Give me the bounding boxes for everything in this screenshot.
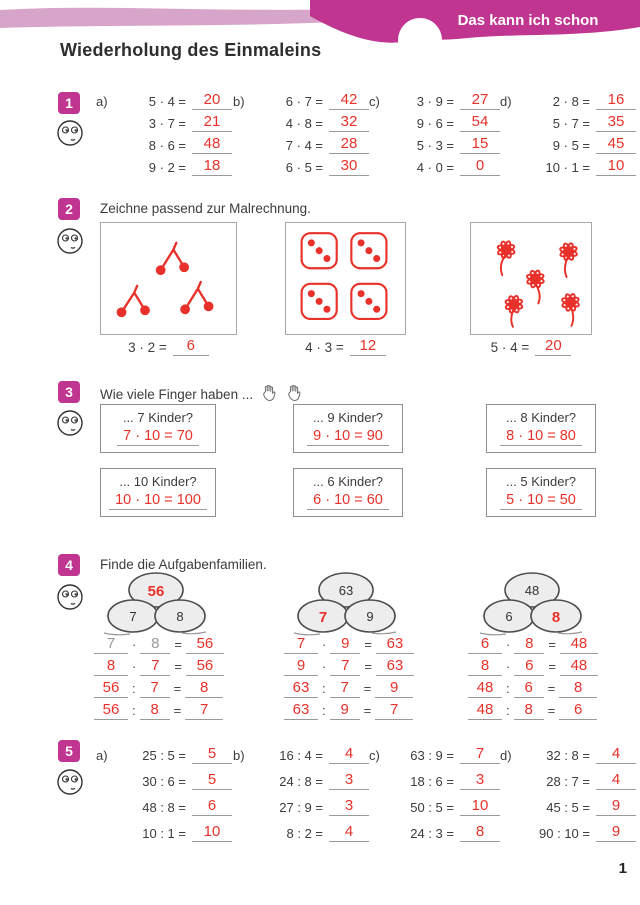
cherries-icon bbox=[101, 223, 235, 333]
smiley-face-icon bbox=[56, 583, 84, 611]
answer: 20 bbox=[192, 92, 232, 110]
stone-pile-icon bbox=[472, 570, 592, 636]
card-answer: 10 · 10 = 100 bbox=[109, 492, 207, 510]
family-equation bbox=[94, 632, 224, 654]
equation-row bbox=[96, 112, 233, 134]
equation-row bbox=[500, 156, 640, 178]
question: 18 : 6 = bbox=[410, 774, 454, 789]
exercise5-number-badge: 5 bbox=[58, 740, 80, 762]
question: 7 · 4 = bbox=[285, 138, 323, 153]
flowers-icon bbox=[471, 223, 590, 333]
smiley-face-icon bbox=[56, 227, 84, 255]
open-hand-icon bbox=[261, 384, 278, 402]
answer: 6 bbox=[192, 798, 232, 816]
stone-right-value: 8 bbox=[176, 609, 184, 624]
answer: 32 bbox=[329, 114, 369, 132]
equation-row bbox=[369, 156, 500, 178]
exercise3-instruction-text: Wie viele Finger haben ... bbox=[100, 387, 254, 402]
equation-row bbox=[96, 156, 233, 178]
column-label: c) bbox=[369, 94, 380, 109]
family-equation bbox=[284, 698, 414, 720]
stone-right-value: 8 bbox=[551, 609, 561, 626]
operator: : bbox=[132, 681, 136, 696]
card-question: ... 8 Kinder? bbox=[505, 410, 577, 425]
equals-sign: = bbox=[548, 659, 556, 674]
question: 63 : 9 = bbox=[410, 748, 454, 763]
exercise4-number-badge: 4 bbox=[58, 554, 80, 576]
smiley-face-icon bbox=[56, 409, 84, 437]
family-equation bbox=[468, 632, 598, 654]
operand: 9 bbox=[330, 636, 360, 654]
answer: 10 bbox=[596, 158, 636, 176]
card-question: ... 5 Kinder? bbox=[505, 474, 577, 489]
equation-row bbox=[369, 90, 500, 112]
task-family-2 bbox=[284, 632, 414, 720]
column-label: a) bbox=[96, 94, 108, 109]
equation-row bbox=[500, 740, 640, 766]
operand: 8 bbox=[468, 658, 502, 676]
question: 8 · 6 = bbox=[148, 138, 186, 153]
equation-row bbox=[369, 134, 500, 156]
result: 9 bbox=[375, 680, 413, 698]
answer: 5 bbox=[192, 746, 232, 764]
drawing-box-flowers bbox=[470, 222, 592, 335]
operand: 8 bbox=[514, 636, 544, 654]
equation-row bbox=[96, 792, 233, 818]
question: 5 · 4 = bbox=[148, 94, 186, 109]
family-equation bbox=[468, 654, 598, 676]
question: 27 : 9 = bbox=[279, 800, 323, 815]
equation-row bbox=[500, 766, 640, 792]
question: 90 : 10 = bbox=[539, 826, 590, 841]
question: 10 · 1 = bbox=[545, 160, 590, 175]
equation-row bbox=[500, 818, 640, 844]
operand: 48 bbox=[468, 702, 502, 720]
question: 5 · 3 = bbox=[416, 138, 454, 153]
operator: : bbox=[322, 681, 326, 696]
equation-row bbox=[500, 134, 640, 156]
operand: 7 bbox=[140, 680, 170, 698]
question: 9 · 2 = bbox=[148, 160, 186, 175]
operand: 6 bbox=[514, 658, 544, 676]
equation-row bbox=[500, 112, 640, 134]
answer: 54 bbox=[460, 114, 500, 132]
operand: 56 bbox=[94, 702, 128, 720]
caption-dice bbox=[285, 338, 406, 356]
equation-row bbox=[96, 134, 233, 156]
answer: 8 bbox=[460, 824, 500, 842]
answer: 30 bbox=[329, 158, 369, 176]
equals-sign: = bbox=[548, 637, 556, 652]
ex1-col-a bbox=[96, 90, 233, 178]
equation-row bbox=[369, 766, 500, 792]
card-answer: 5 · 10 = 50 bbox=[500, 492, 582, 510]
equation-row bbox=[233, 818, 369, 844]
task-family-3 bbox=[468, 632, 598, 720]
answer: 27 bbox=[460, 92, 500, 110]
family-equation bbox=[468, 676, 598, 698]
operand: 7 bbox=[140, 658, 170, 676]
stone-left-value: 7 bbox=[318, 609, 328, 626]
operand: 8 bbox=[94, 658, 128, 676]
result: 48 bbox=[560, 658, 598, 676]
answer: 4 bbox=[329, 824, 369, 842]
column-label: d) bbox=[500, 748, 512, 763]
ex5-col-d bbox=[500, 740, 640, 844]
equation-row bbox=[233, 766, 369, 792]
family-equation bbox=[284, 632, 414, 654]
family-equation bbox=[468, 698, 598, 720]
equals-sign: = bbox=[173, 703, 182, 718]
card-question: ... 10 Kinder? bbox=[119, 474, 197, 489]
ex1-col-c bbox=[369, 90, 500, 178]
operand: 6 bbox=[468, 636, 502, 654]
question: 10 : 1 = bbox=[142, 826, 186, 841]
answer: 42 bbox=[329, 92, 369, 110]
family-equation bbox=[94, 676, 224, 698]
operand: 8 bbox=[140, 636, 170, 654]
exercise1-number-badge: 1 bbox=[58, 92, 80, 114]
caption-question: 5 · 4 = bbox=[490, 339, 530, 355]
answer: 45 bbox=[596, 136, 636, 154]
equation-row bbox=[233, 156, 369, 178]
operand: 7 bbox=[330, 680, 360, 698]
card-answer: 7 · 10 = 70 bbox=[117, 428, 199, 446]
open-hand-icon bbox=[286, 384, 303, 402]
question: 16 : 4 = bbox=[279, 748, 323, 763]
family-equation bbox=[94, 654, 224, 676]
column-label: b) bbox=[233, 94, 245, 109]
equation-row bbox=[369, 818, 500, 844]
answer: 28 bbox=[329, 136, 369, 154]
equals-sign: = bbox=[364, 637, 372, 652]
dice-icon bbox=[286, 223, 404, 333]
stone-left-value: 7 bbox=[129, 609, 137, 624]
answer: 15 bbox=[460, 136, 500, 154]
stone-top-value: 48 bbox=[524, 583, 540, 598]
answer: 0 bbox=[460, 158, 500, 176]
question: 50 : 5 = bbox=[410, 800, 454, 815]
exercise1-equations bbox=[96, 90, 640, 178]
question: 45 : 5 = bbox=[546, 800, 590, 815]
drawing-box-cherries bbox=[100, 222, 237, 335]
caption-answer: 20 bbox=[535, 338, 571, 356]
finger-card bbox=[486, 404, 596, 453]
exercise5-equations bbox=[96, 740, 640, 844]
result: 63 bbox=[376, 636, 414, 654]
stone-top-value: 56 bbox=[147, 583, 165, 600]
operator: : bbox=[132, 703, 136, 718]
question: 25 : 5 = bbox=[142, 748, 186, 763]
operator: · bbox=[132, 659, 137, 674]
smiley-face-icon bbox=[56, 768, 84, 796]
answer: 3 bbox=[460, 772, 500, 790]
equation-row bbox=[233, 112, 369, 134]
answer: 35 bbox=[596, 114, 636, 132]
operand: 63 bbox=[284, 702, 318, 720]
family-equation bbox=[94, 698, 224, 720]
finger-card bbox=[486, 468, 596, 517]
question: 8 : 2 = bbox=[286, 826, 323, 841]
answer: 4 bbox=[596, 746, 636, 764]
card-answer: 8 · 10 = 80 bbox=[500, 428, 582, 446]
equation-row bbox=[96, 740, 233, 766]
answer: 18 bbox=[192, 158, 232, 176]
question: 3 · 9 = bbox=[416, 94, 454, 109]
caption-answer: 12 bbox=[350, 338, 386, 356]
column-label: a) bbox=[96, 748, 108, 763]
card-question: ... 9 Kinder? bbox=[312, 410, 384, 425]
column-label: c) bbox=[369, 748, 380, 763]
stone-left-value: 6 bbox=[505, 609, 513, 624]
answer: 21 bbox=[192, 114, 232, 132]
result: 8 bbox=[185, 680, 223, 698]
equation-row bbox=[96, 90, 233, 112]
question: 3 · 7 = bbox=[148, 116, 186, 131]
finger-card bbox=[100, 468, 216, 517]
equals-sign: = bbox=[364, 659, 372, 674]
answer: 16 bbox=[596, 92, 636, 110]
operator: · bbox=[132, 637, 137, 652]
result: 8 bbox=[559, 680, 597, 698]
operand: 48 bbox=[468, 680, 502, 698]
page-number: 1 bbox=[618, 860, 627, 877]
equals-sign: = bbox=[363, 703, 372, 718]
caption-question: 3 · 2 = bbox=[128, 339, 167, 355]
question: 24 : 8 = bbox=[279, 774, 323, 789]
equation-row bbox=[96, 766, 233, 792]
equation-row bbox=[96, 818, 233, 844]
operand: 7 bbox=[330, 658, 360, 676]
stone-pile-icon bbox=[96, 570, 216, 636]
operand: 8 bbox=[514, 702, 544, 720]
ex5-col-a bbox=[96, 740, 233, 844]
family-equation bbox=[284, 654, 414, 676]
equals-sign: = bbox=[173, 681, 182, 696]
card-answer: 9 · 10 = 90 bbox=[307, 428, 389, 446]
operand: 9 bbox=[330, 702, 360, 720]
answer: 3 bbox=[329, 798, 369, 816]
operand: 8 bbox=[140, 702, 170, 720]
result: 63 bbox=[376, 658, 414, 676]
operator: · bbox=[506, 637, 511, 652]
operator: · bbox=[322, 637, 327, 652]
card-question: ... 6 Kinder? bbox=[312, 474, 384, 489]
answer: 4 bbox=[329, 746, 369, 764]
answer: 48 bbox=[192, 136, 232, 154]
answer: 4 bbox=[596, 772, 636, 790]
operand: 7 bbox=[94, 636, 128, 654]
caption-question: 4 · 3 = bbox=[305, 339, 344, 355]
stone-pile-icon bbox=[286, 570, 406, 636]
ex5-col-b bbox=[233, 740, 369, 844]
operand: 6 bbox=[514, 680, 544, 698]
answer: 9 bbox=[596, 824, 636, 842]
question: 6 · 5 = bbox=[285, 160, 323, 175]
caption-flowers bbox=[470, 338, 592, 356]
operand: 9 bbox=[284, 658, 318, 676]
ex1-col-b bbox=[233, 90, 369, 178]
equation-row bbox=[369, 792, 500, 818]
question: 30 : 6 = bbox=[142, 774, 186, 789]
question: 9 · 6 = bbox=[416, 116, 454, 131]
task-family-1 bbox=[94, 632, 224, 720]
equation-row bbox=[233, 792, 369, 818]
exercise3-instruction bbox=[100, 384, 303, 402]
column-label: b) bbox=[233, 748, 245, 763]
page-title: Wiederholung des Einmaleins bbox=[60, 40, 322, 60]
equation-row bbox=[500, 792, 640, 818]
question: 9 · 5 = bbox=[552, 138, 590, 153]
finger-card bbox=[100, 404, 216, 453]
stone-top-value: 63 bbox=[338, 583, 354, 598]
equals-sign: = bbox=[174, 637, 182, 652]
equation-row bbox=[233, 740, 369, 766]
equals-sign: = bbox=[547, 703, 556, 718]
smiley-face-icon bbox=[56, 119, 84, 147]
equals-sign: = bbox=[547, 681, 556, 696]
finger-card bbox=[293, 468, 403, 517]
question: 28 : 7 = bbox=[546, 774, 590, 789]
operand: 63 bbox=[284, 680, 318, 698]
equation-row bbox=[233, 90, 369, 112]
operand: 7 bbox=[284, 636, 318, 654]
question: 24 : 3 = bbox=[410, 826, 454, 841]
stone-right-value: 9 bbox=[366, 609, 374, 624]
answer: 10 bbox=[192, 824, 232, 842]
answer: 5 bbox=[192, 772, 232, 790]
operator: : bbox=[506, 703, 510, 718]
question: 4 · 8 = bbox=[285, 116, 323, 131]
exercise4-instruction: Finde die Aufgabenfamilien. bbox=[100, 557, 267, 572]
result: 48 bbox=[560, 636, 598, 654]
card-question: ... 7 Kinder? bbox=[122, 410, 194, 425]
answer: 9 bbox=[596, 798, 636, 816]
answer: 10 bbox=[460, 798, 500, 816]
operator: : bbox=[506, 681, 510, 696]
finger-card bbox=[293, 404, 403, 453]
equation-row bbox=[233, 134, 369, 156]
result: 7 bbox=[185, 702, 223, 720]
question: 48 : 8 = bbox=[142, 800, 186, 815]
answer: 3 bbox=[329, 772, 369, 790]
exercise2-number-badge: 2 bbox=[58, 198, 80, 220]
ex1-col-d bbox=[500, 90, 640, 178]
equals-sign: = bbox=[174, 659, 182, 674]
equals-sign: = bbox=[363, 681, 372, 696]
family-equation bbox=[284, 676, 414, 698]
caption-cherries bbox=[100, 338, 237, 356]
operator: · bbox=[322, 659, 327, 674]
ex5-col-c bbox=[369, 740, 500, 844]
caption-answer: 6 bbox=[173, 338, 209, 356]
result: 6 bbox=[559, 702, 597, 720]
equation-row bbox=[369, 740, 500, 766]
result: 7 bbox=[375, 702, 413, 720]
drawing-box-dice bbox=[285, 222, 406, 335]
exercise3-number-badge: 3 bbox=[58, 381, 80, 403]
question: 6 · 7 = bbox=[285, 94, 323, 109]
question: 5 · 7 = bbox=[552, 116, 590, 131]
header-badge-label: Das kann ich schon bbox=[457, 12, 599, 29]
card-answer: 6 · 10 = 60 bbox=[307, 492, 389, 510]
answer: 7 bbox=[460, 746, 500, 764]
column-label: d) bbox=[500, 94, 512, 109]
question: 4 · 0 = bbox=[416, 160, 454, 175]
question: 32 : 8 = bbox=[546, 748, 590, 763]
question: 2 · 8 = bbox=[552, 94, 590, 109]
result: 56 bbox=[186, 636, 224, 654]
exercise2-instruction: Zeichne passend zur Malrechnung. bbox=[100, 201, 311, 216]
operator: : bbox=[322, 703, 326, 718]
operand: 56 bbox=[94, 680, 128, 698]
result: 56 bbox=[186, 658, 224, 676]
equation-row bbox=[369, 112, 500, 134]
operator: · bbox=[506, 659, 511, 674]
equation-row bbox=[500, 90, 640, 112]
